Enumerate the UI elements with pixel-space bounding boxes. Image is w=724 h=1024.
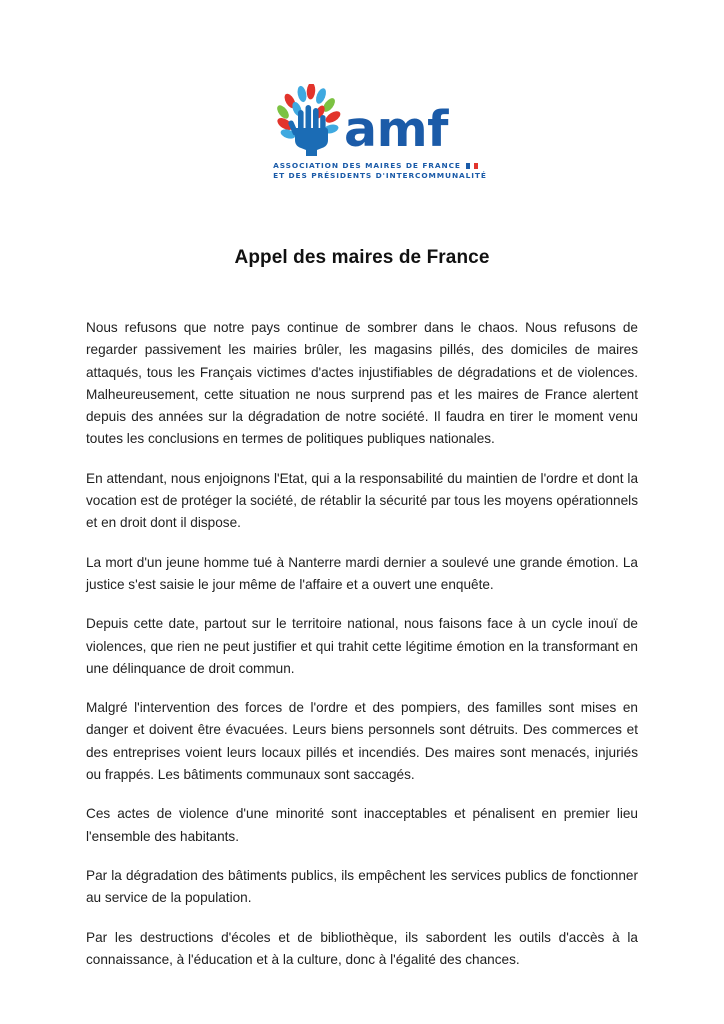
french-flag-icon	[466, 163, 478, 169]
paragraph: Malgré l'intervention des forces de l'ordre et des pompiers, des familles sont mises en danger et doivent être évacuées. Leurs biens personnels sont détruits. Des commerces et des entreprises voient leurs locaux pillés et incendiés. Des maires sont menacés, injuriés ou frappés. Les bâtiments communaux sont saccagés.	[86, 700, 638, 783]
amf-hand-fireworks-icon	[276, 84, 342, 156]
tagline-line-1: ASSOCIATION DES MAIRES DE FRANCE	[273, 161, 461, 170]
paragraph: Par les destructions d'écoles et de bibliothèque, ils sabordent les outils d'accès à la connaissance, à l'éducation et à la culture, donc à l'égalité des chances.	[86, 929, 638, 967]
amf-tagline	[237, 161, 487, 181]
logo-main-row	[276, 82, 448, 156]
paragraph: En attendant, nous enjoignons l'Etat, qui a la responsabilité du maintien de l'ordre et dont la vocation est de protéger la société, de rétablir la sécurité par tous les moyens opérationnels et en droit dont il dispose.	[86, 470, 638, 531]
paragraph: Nous refusons que notre pays continue de sombrer dans le chaos. Nous refusons de regarder passivement les mairies brûler, les magasins pillés, des domiciles de maires attaqués, tous les Français victimes d'actes injustifiables de dégradations et de violences. Malheureusement, cette situation ne nous surprend pas et les maires de France alertent depuis des années sur la dégradation de notre société. Il faudra en tirer le moment venu toutes les conclusions en termes de politiques publiques nationales.	[86, 319, 638, 447]
tagline-row-2	[273, 171, 487, 181]
amf-logo	[0, 0, 724, 181]
tagline-line-2: ET DES PRÉSIDENTS D'INTERCOMMUNALITÉ	[273, 170, 487, 180]
tagline-row-1	[273, 161, 478, 171]
page-title: Appel des maires de France	[234, 246, 490, 268]
paragraph: Ces actes de violence d'une minorité sont inacceptables et pénalisent en premier lieu l'ensemble des habitants.	[86, 806, 638, 844]
document-body	[0, 317, 724, 971]
paragraph: Depuis cette date, partout sur le territoire national, nous faisons face à un cycle inouï de violences, que rien ne peut justifier et qui trahit cette légitime émotion en la transformant en une délinquance de droit commun.	[86, 616, 638, 676]
amf-wordmark: amf	[344, 101, 448, 158]
paragraph: La mort d'un jeune homme tué à Nanterre mardi dernier a soulevé une grande émotion. La justice s'est saisie le jour même de l'affaire et a ouvert une enquête.	[86, 554, 638, 592]
paragraph: Par la dégradation des bâtiments publics, ils empêchent les services publics de fonctionner au service de la population.	[86, 867, 638, 906]
